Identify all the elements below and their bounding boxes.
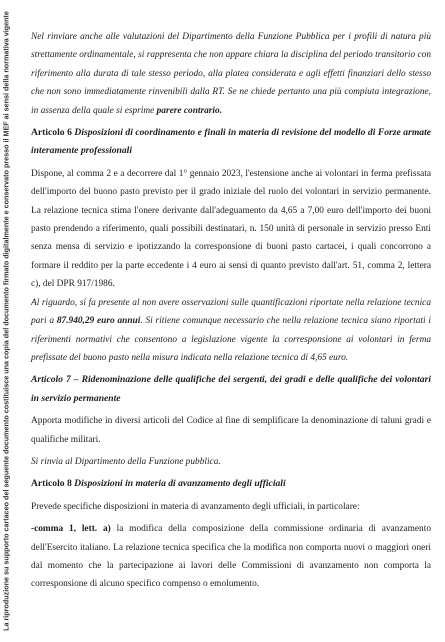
article-6-number: Articolo 6 [31,127,72,139]
article-7-heading: Articolo 7 – Ridenominazione delle qualifiche dei sergenti, dei gradi e delle qualifiche dei volontari in servizio permanente [31,374,431,404]
article-6-heading [31,124,431,161]
article-8-number: Articolo 8 [31,478,72,490]
article-6-body: Dispone, al comma 2 e a decorrere dal 1° gennaio 2023, l'estensione anche ai volontari in ferma prefissata dell'importo del buono pasto previsto per il grado iniziale del ruolo dei volontari in servizio permanente. La relazione tecnica stima l'onere derivante dall'adeguamento da 4,65 a 7,00 euro dell'importo dei buoni pasto prendendo a riferimento, quali possibili destinatari, n. 150 unità di personale in servizio presso Enti senza mensa di servizio e ipotizzando la corresponsione di buoni pasto cartacei, i quali concorrono a formare il reddito per la parte eccedente i 4 euro ai sensi di quanto previsto dall'art. 51, comma 2, lettera c), del DPR 917/1986. [31,168,431,290]
article-8-item-label: -comma 1, lett. a) [31,524,111,535]
paragraph-transitional-period [31,28,431,120]
article-6-note-amount: 87.940,29 euro annui [56,316,141,327]
article-8-item [31,520,431,594]
article-7-body: Apporta modifiche in diversi articoli del Codice al fine di semplificare la denominazione di taluni gradi e qualifiche militari. [31,416,431,445]
article-8-intro: Prevede specifiche disposizioni in materia di avanzamento degli ufficiali, in particolare: [31,501,360,512]
side-watermark-text: La riproduzione su supporto cartaceo del seguente documento costituisce una copia del documento firmato digitalmente e conservato presso il MEF ai sensi della normativa vigente [1,11,11,631]
document-page [31,28,431,598]
article-6-note-post: . Si ritiene comunque necessario che nella relazione tecnica siano riportati i riferimenti normativi che consentono a legislazione vigente la corresponsione ai volontari in ferma prefissate del buono pasto nella misura indicata nella relazione tecnica di 4,65 euro. [31,316,432,363]
article-6-note [31,294,431,368]
paragraph-conclusion: parere contrario. [156,105,223,116]
article-8-item-text: la modifica della composizione della commissione ordinaria di avanzamento dell'Esercito italiano. La relazione tecnica specifica che la modifica non comporta nuovi o maggiori oneri dal momento che la partecipazione ai lavori delle Commissioni di avanzamento non comporta la corresponsione di alcuno specifico compenso o emolumento. [31,524,431,590]
article-6-note-pre: Al riguardo, si fa presente al non avere osservazioni sulle quantificazioni riportate nella relazione tecnica pari a [31,297,431,327]
article-8-heading [31,475,431,493]
paragraph-text: Nel rinviare anche alle valutazioni del Dipartimento della Funzione Pubblica per i profili di natura più strettamente ordinamentale, si rappresenta che non appare chiara la disciplina del periodo transitorio con riferimento alla durata di tale stesso periodo, alla platea considerata e agli effetti finanziari dello stesso che non sono immediatamente rinvenibili dalla RT. Se ne chiede pertanto una più compiuta integrazione, in assenza della quale si esprime [31,32,431,116]
article-7-note: Si rinvia al Dipartimento della Funzione pubblica. [31,456,221,467]
side-watermark-note [0,0,14,642]
article-8-title: Disposizioni in materia di avanzamento degli ufficiali [74,478,286,490]
article-6-title: Disposizioni di coordinamento e finali in materia di revisione del modello di Forze armate interamente professionali [31,127,432,157]
